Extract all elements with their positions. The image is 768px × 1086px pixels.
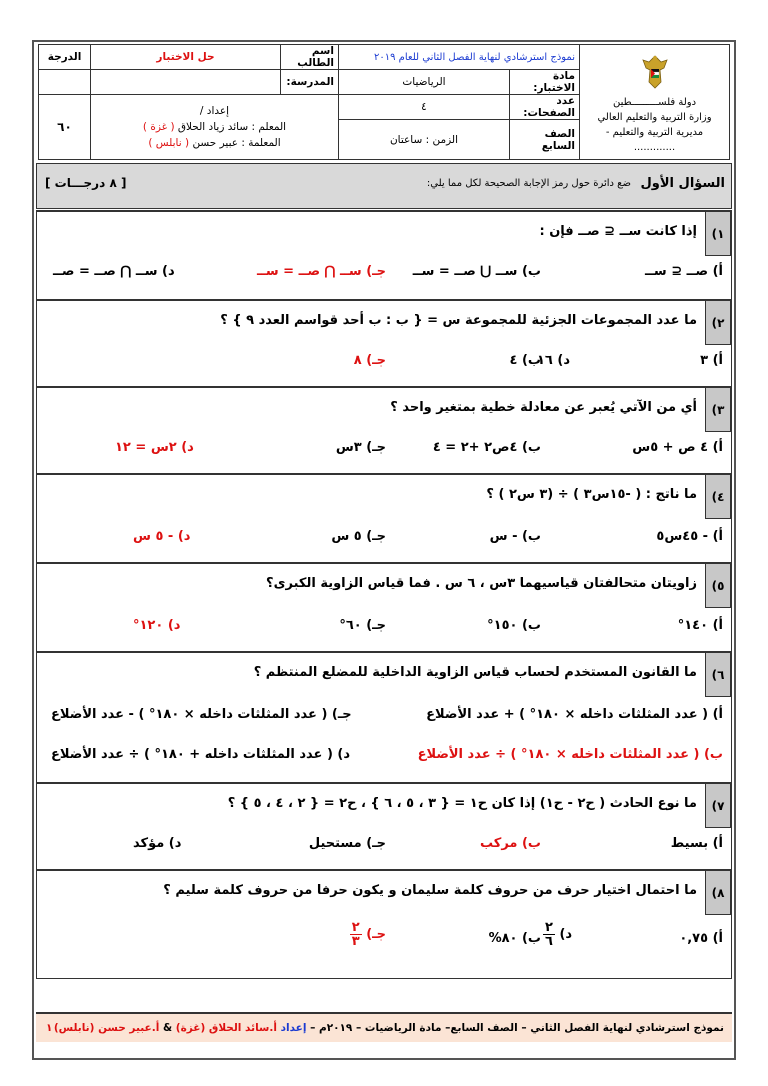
option-d[interactable]: د) ( عدد المثلثات داخله + ١٨٠° ) ÷ عدد الأضلاع (51, 747, 351, 762)
option-c[interactable]: جـ) ٦٠° (339, 618, 386, 633)
option-a[interactable]: أ) ١٤٠° (677, 618, 723, 633)
subject-label: مادة الاختبار: (510, 70, 580, 95)
section-instruction: ضع دائرة حول رمز الإجابة الصحيحة لكل مما يلي: (426, 178, 631, 189)
time-label: الزمن : ساعتان (339, 120, 510, 160)
option-b[interactable]: ب) ٤ (509, 353, 541, 368)
grade-blank (39, 70, 91, 95)
option-d[interactable]: د) مؤكد (133, 836, 182, 851)
grade-label: الدرجة (39, 45, 91, 70)
question-8 (36, 869, 732, 979)
state-line: دولة فلســـــــــطين (612, 96, 697, 108)
fraction-two-sixths: $\frac{٢}{٦}$ (545, 920, 553, 949)
footer-text: نموذج استرشادي لنهاية الفصل الثاني – الصف السابع– مادة الرياضيات – ٢٠١٩م – إعداد أ.سائد الحلاق (غزة) & أ.عبير حسن (نابلس) (53, 1022, 724, 1034)
question-text: ما احتمال اختيار حرف من حروف كلمة سليمان و يكون حرفا من حروف كلمة سليم ؟ (163, 883, 697, 898)
option-b[interactable]: ب) ٤ص٢ +٢ = ٤ (432, 440, 541, 455)
question-text: إذا كانت ســ ⊆ صــ فإن : (539, 224, 697, 239)
question-number: ٢) (705, 301, 731, 345)
option-b-correct[interactable]: ب) مركب (480, 836, 541, 851)
question-number: ٦) (705, 653, 731, 697)
option-c[interactable]: جـ) ٥ س (331, 529, 386, 544)
option-a[interactable]: أ) صــ ⊆ ســ (645, 264, 723, 279)
page-footer (36, 1012, 732, 1042)
prepared-cell (91, 95, 339, 160)
option-c[interactable]: جـ) ٣س (335, 440, 386, 455)
section-one-header (36, 163, 732, 209)
question-1 (36, 210, 732, 300)
question-text: ما نوع الحادث ( ح٢ - ح١) إذا كان ح١ = { ٣ ، ٥ ، ٦ } ، ح٢ = { ٢ ، ٤ ، ٥ } ؟ (227, 796, 697, 811)
exam-header-table (38, 44, 730, 160)
option-a[interactable]: أ) ٠,٧٥ (679, 931, 723, 946)
ministry-line: وزارة التربية والتعليم العالي (597, 111, 712, 123)
question-text: ما عدد المجموعات الجزئية للمجموعة س = { ب : ب أحد قواسم العدد ٩ } ؟ (220, 313, 697, 328)
pages-label: عدد الصفحات: (510, 95, 580, 120)
option-a[interactable]: أ) بسيط (670, 836, 723, 851)
question-2 (36, 299, 732, 387)
question-text: ما ناتج : ( -١٥س٣ ) ÷ (٣ س٢ ) ؟ (486, 487, 697, 502)
option-d-correct[interactable]: د) ١٢٠° (133, 618, 181, 633)
option-d-correct[interactable]: د) - ٥ س (133, 529, 191, 544)
option-a[interactable]: أ) ٣ (700, 353, 723, 368)
question-number: ٥) (705, 564, 731, 608)
page-number: ١ (46, 1022, 53, 1034)
question-text: ما القانون المستخدم لحساب قياس الزاوية الداخلية للمضلع المنتظم ؟ (253, 665, 697, 680)
question-text: أي من الآتي يُعبر عن معادلة خطية بمتغير واحد ؟ (390, 400, 697, 415)
option-d[interactable]: د) $\frac{٢}{٦}$ (545, 920, 573, 949)
option-d-correct[interactable]: د) ٢س = ١٢ (115, 440, 194, 455)
palestine-eagle-emblem-icon (640, 52, 670, 90)
option-a[interactable]: أ) ٤ ص + ٥س (632, 440, 723, 455)
question-4 (36, 473, 732, 563)
question-number: ٧) (705, 784, 731, 828)
subject-value: الرياضيات (339, 70, 510, 95)
question-text: زاويتان متحالفتان قياسيهما ٣س ، ٦ س . فما قياس الزاوية الكبرى؟ (266, 576, 697, 591)
option-b[interactable]: ب) ٨٠% (488, 931, 541, 946)
question-number: ١) (705, 212, 731, 256)
ministry-cell (580, 45, 730, 160)
option-a[interactable]: أ) ( عدد المثلثات داخله × ١٨٠° ) + عدد الأضلاع (426, 707, 723, 722)
question-5 (36, 562, 732, 652)
option-b[interactable]: ب) - س (489, 529, 541, 544)
question-7 (36, 782, 732, 870)
section-title: السؤال الأول (640, 176, 725, 191)
solution-title: حل الاختبار (91, 45, 281, 70)
question-number: ٣) (705, 388, 731, 432)
option-d[interactable]: د) ســ ⋂ صــ = صــ (53, 264, 175, 279)
option-c[interactable]: جـ) مستحيل (308, 836, 386, 851)
fraction-two-thirds: $\frac{٢}{٣}$ (351, 920, 360, 949)
option-c-correct[interactable]: جـ) ٨ (353, 353, 386, 368)
option-a[interactable]: أ) - ٤٥س٥ (656, 529, 723, 544)
class-label: الصف السابع (510, 120, 580, 160)
option-b[interactable]: ب) ١٥٠° (487, 618, 541, 633)
teacher-female-line: المعلمة : عبير حسن ( نابلس ) (148, 137, 281, 149)
option-c-correct[interactable]: جـ) ســ ⋂ صــ = ســ (256, 264, 386, 279)
prepared-label: إعداد / (199, 105, 230, 117)
question-number: ٤) (705, 475, 731, 519)
section-grade: [ ٨ درجـــات ] (45, 176, 127, 190)
option-c[interactable]: جـ) ( عدد المثلثات داخله × ١٨٠° ) - عدد الأضلاع (51, 707, 352, 722)
option-b[interactable]: ب) ســ ⋃ صــ = ســ (412, 264, 541, 279)
teacher-male-line: المعلم : سائد زياد الحلاق ( غزة ) (142, 121, 287, 133)
student-label: اسم الطالب (281, 45, 339, 70)
pages-value: ٤ (339, 95, 510, 120)
school-label: المدرسة: (281, 70, 339, 95)
question-6 (36, 651, 732, 783)
option-b-correct[interactable]: ب) ( عدد المثلثات داخله × ١٨٠° ) ÷ عدد الأضلاع (417, 747, 723, 762)
directorate-line: مديرية التربية والتعليم - ............. (605, 126, 704, 153)
total-marks: ٦٠ (39, 95, 91, 160)
question-number: ٨) (705, 871, 731, 915)
model-title: نموذج استرشادي لنهاية الفصل الثاني للعام ٢٠١٩ (339, 45, 580, 70)
option-d[interactable]: د) ١٦ (537, 353, 571, 368)
question-3 (36, 386, 732, 474)
option-c-correct[interactable]: جـ) $\frac{٢}{٣}$ (351, 920, 386, 949)
school-value (91, 70, 281, 95)
